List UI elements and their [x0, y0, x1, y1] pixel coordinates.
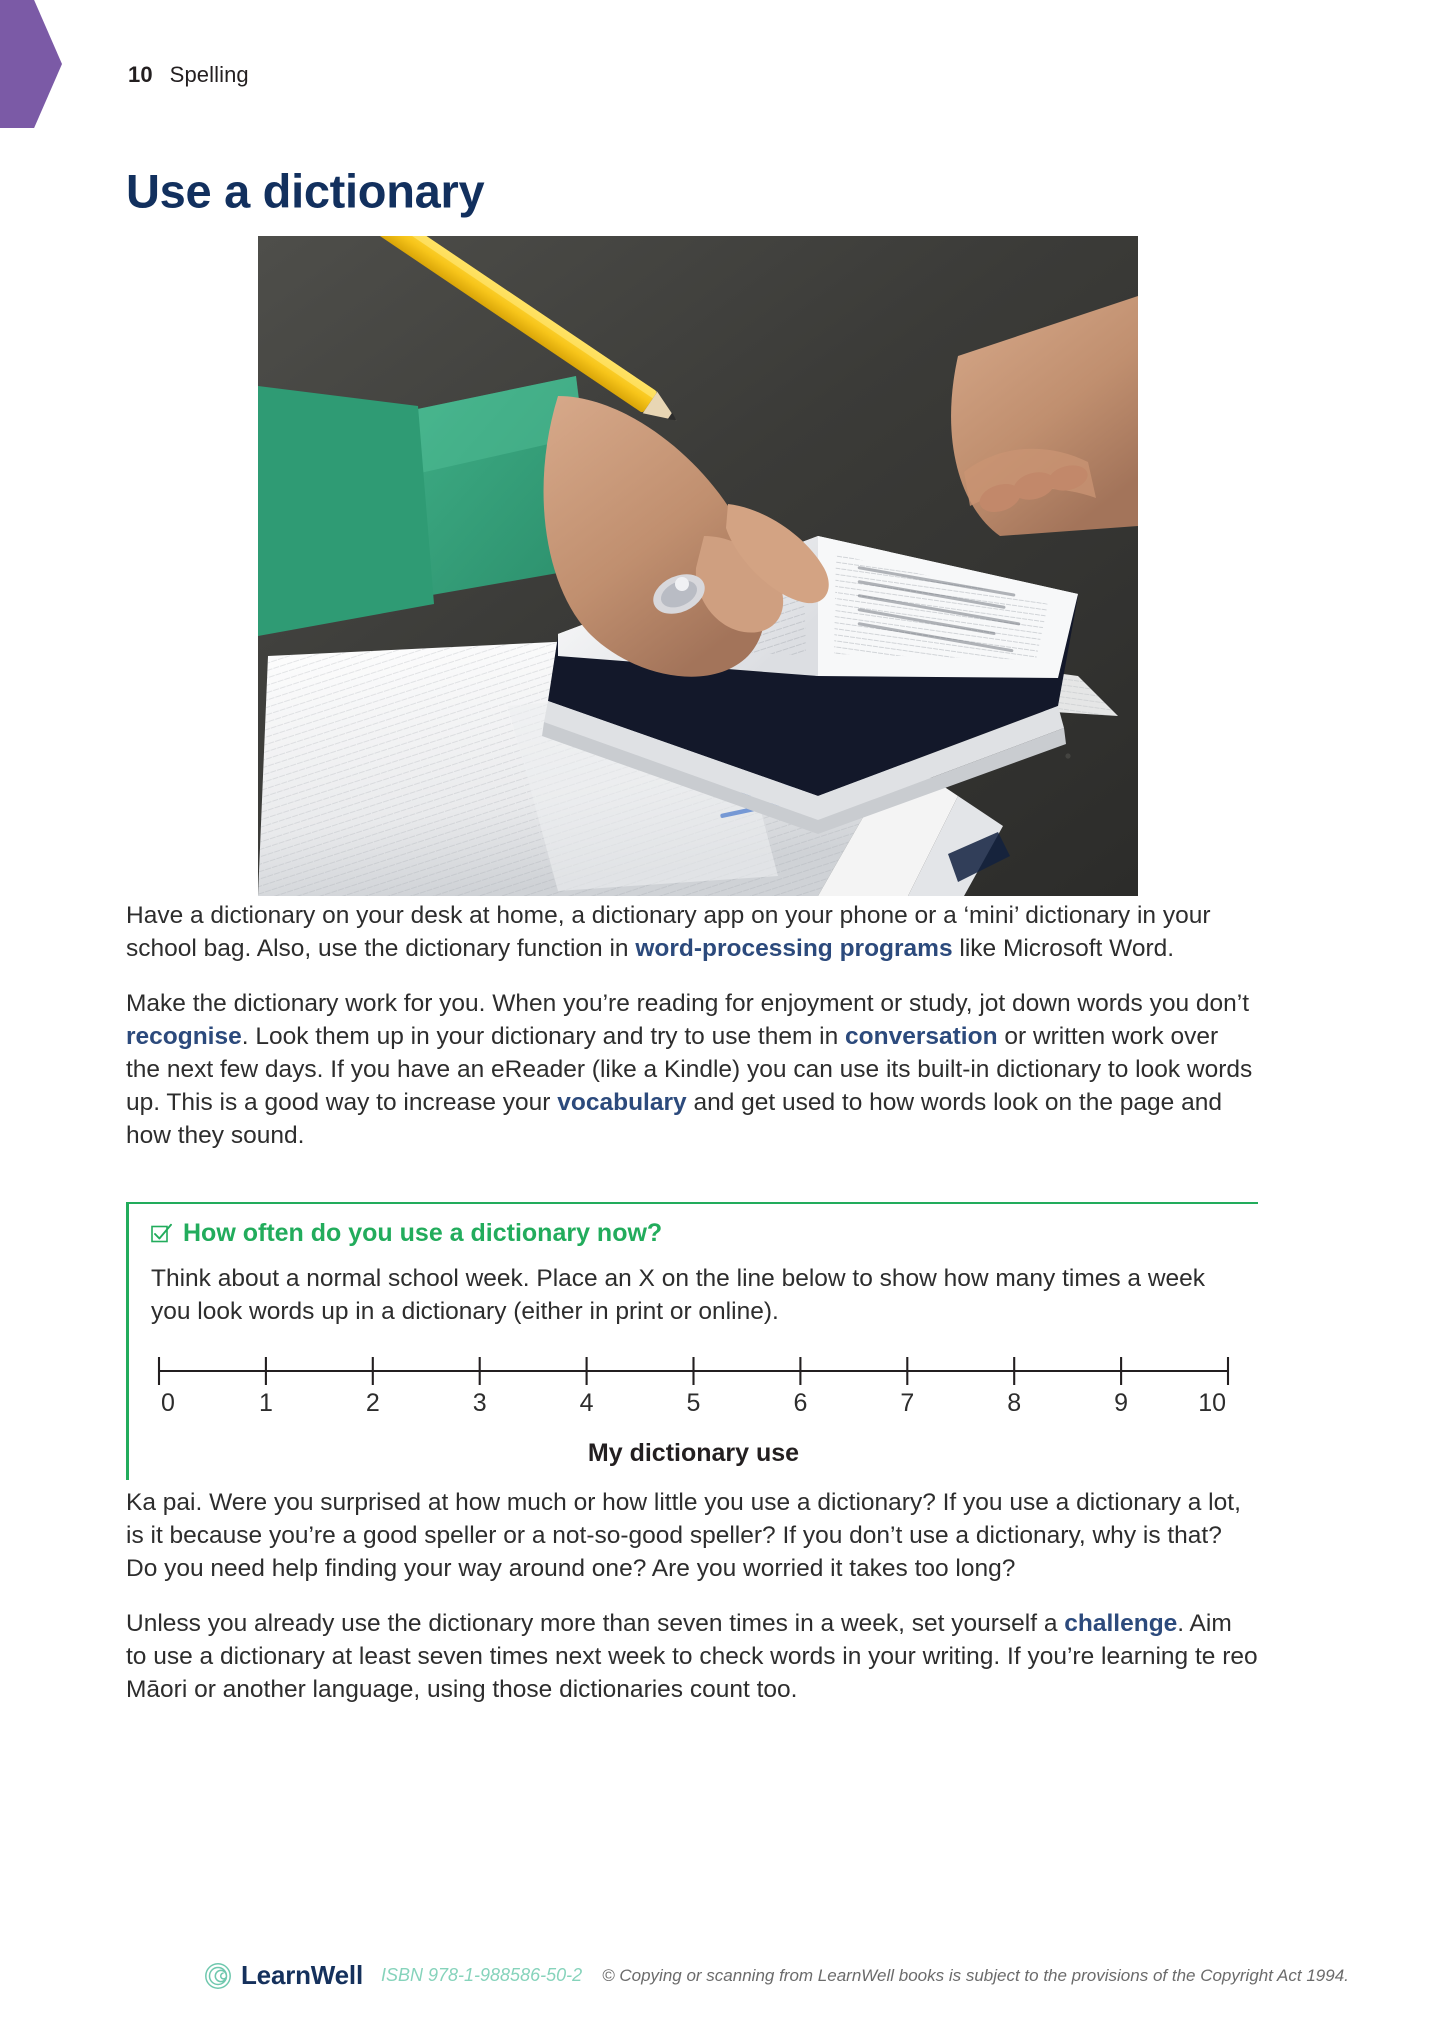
scale-label-6: 6: [793, 1388, 808, 1417]
paragraph-2: [126, 988, 1258, 1153]
scale-label-2: 2: [365, 1388, 380, 1417]
activity-box: [126, 1202, 1258, 1480]
scale-label-0: 0: [161, 1388, 175, 1417]
p2-text-a: Make the dictionary work for you. When you’re reading for enjoyment or study, jot down words you don’t: [126, 989, 1250, 1017]
keyword-recognise: recognise: [126, 1022, 242, 1050]
scale-caption: My dictionary use: [587, 1438, 800, 1467]
purple-chevron-tab: [0, 0, 62, 128]
page-number: 10: [128, 62, 153, 87]
checkbox-tick-icon: [151, 1223, 172, 1244]
p2-text-c: or written work over the next few days. If you have an eReader (like a Kindle) you can use its built-in dictionary to look words up. This is a good way to increase your: [126, 1022, 1253, 1116]
paragraph-4: [126, 1608, 1258, 1707]
scale-label-9: 9: [1114, 1388, 1129, 1417]
section-name: Spelling: [169, 62, 249, 87]
p2-text-d: and get used to how words look on the page and how they sound.: [126, 1088, 1222, 1149]
p1-text-b: like Microsoft Word.: [952, 934, 1175, 962]
keyword-conversation: conversation: [845, 1022, 998, 1050]
keyword-word-processing-programs: word-processing programs: [635, 934, 953, 962]
scale-tick-labels: [151, 1389, 1236, 1423]
activity-instruction: Think about a normal school week. Place an X on the line below to show how many times a week you look words up in a dictionary (either in print or online).: [151, 1265, 1206, 1325]
photo-dictionary-use: [258, 236, 1138, 896]
page-title: Use a dictionary: [126, 164, 485, 218]
keyword-vocabulary: vocabulary: [557, 1088, 687, 1116]
p1-text-a: Have a dictionary on your desk at home, a dictionary app on your phone or a ‘mini’ dictionary in your school bag. Also, use the dictionary function in: [126, 902, 1211, 962]
scale-label-3: 3: [472, 1388, 487, 1417]
scale-label-8: 8: [1007, 1388, 1022, 1417]
brand-name: LearnWell: [241, 1960, 363, 1990]
scale-label-7: 7: [900, 1388, 915, 1417]
isbn-text: ISBN 978-1-988586-50-2: [380, 1965, 583, 1985]
scale-axis[interactable]: [151, 1351, 1236, 1387]
scale-label-10: 10: [1198, 1388, 1226, 1417]
intro-paragraphs: [126, 900, 1258, 1153]
running-head: [128, 62, 249, 88]
page-footer: [204, 1960, 1349, 1991]
keyword-challenge: challenge: [1064, 1609, 1178, 1637]
p2-text-b: . Look them up in your dictionary and try to use them in: [241, 1022, 846, 1050]
scale-label-4: 4: [579, 1388, 594, 1417]
paragraph-3: Ka pai. Were you surprised at how much or how little you use a dictionary? If you use a dictionary a lot, is it because you’re a good speller or a not-so-good speller? If you don’t use a dictionary, why is that? Do you need help finding your way around one? Are you worried it takes too long?: [126, 1489, 1241, 1582]
koru-spiral-icon: [204, 1962, 232, 1990]
activity-heading-text: How often do you use a dictionary now?: [183, 1219, 663, 1247]
p4-text-a: Unless you already use the dictionary more than seven times in a week, set yourself a: [126, 1609, 1065, 1637]
scale-label-5: 5: [686, 1388, 701, 1417]
copyright-notice: © Copying or scanning from LearnWell books is subject to the provisions of the Copyright Act 1994.: [602, 1965, 1349, 1985]
p4-text-b: . Aim to use a dictionary at least seven times next week to check words in your writing. If you’re learning te reo Māori or another language, using those dictionaries count too.: [126, 1609, 1258, 1703]
closing-paragraphs: [126, 1487, 1258, 1707]
paragraph-1: [126, 900, 1258, 966]
scale-label-1: 1: [258, 1388, 273, 1417]
dictionary-use-scale[interactable]: [151, 1351, 1236, 1468]
activity-heading: [151, 1219, 1258, 1248]
